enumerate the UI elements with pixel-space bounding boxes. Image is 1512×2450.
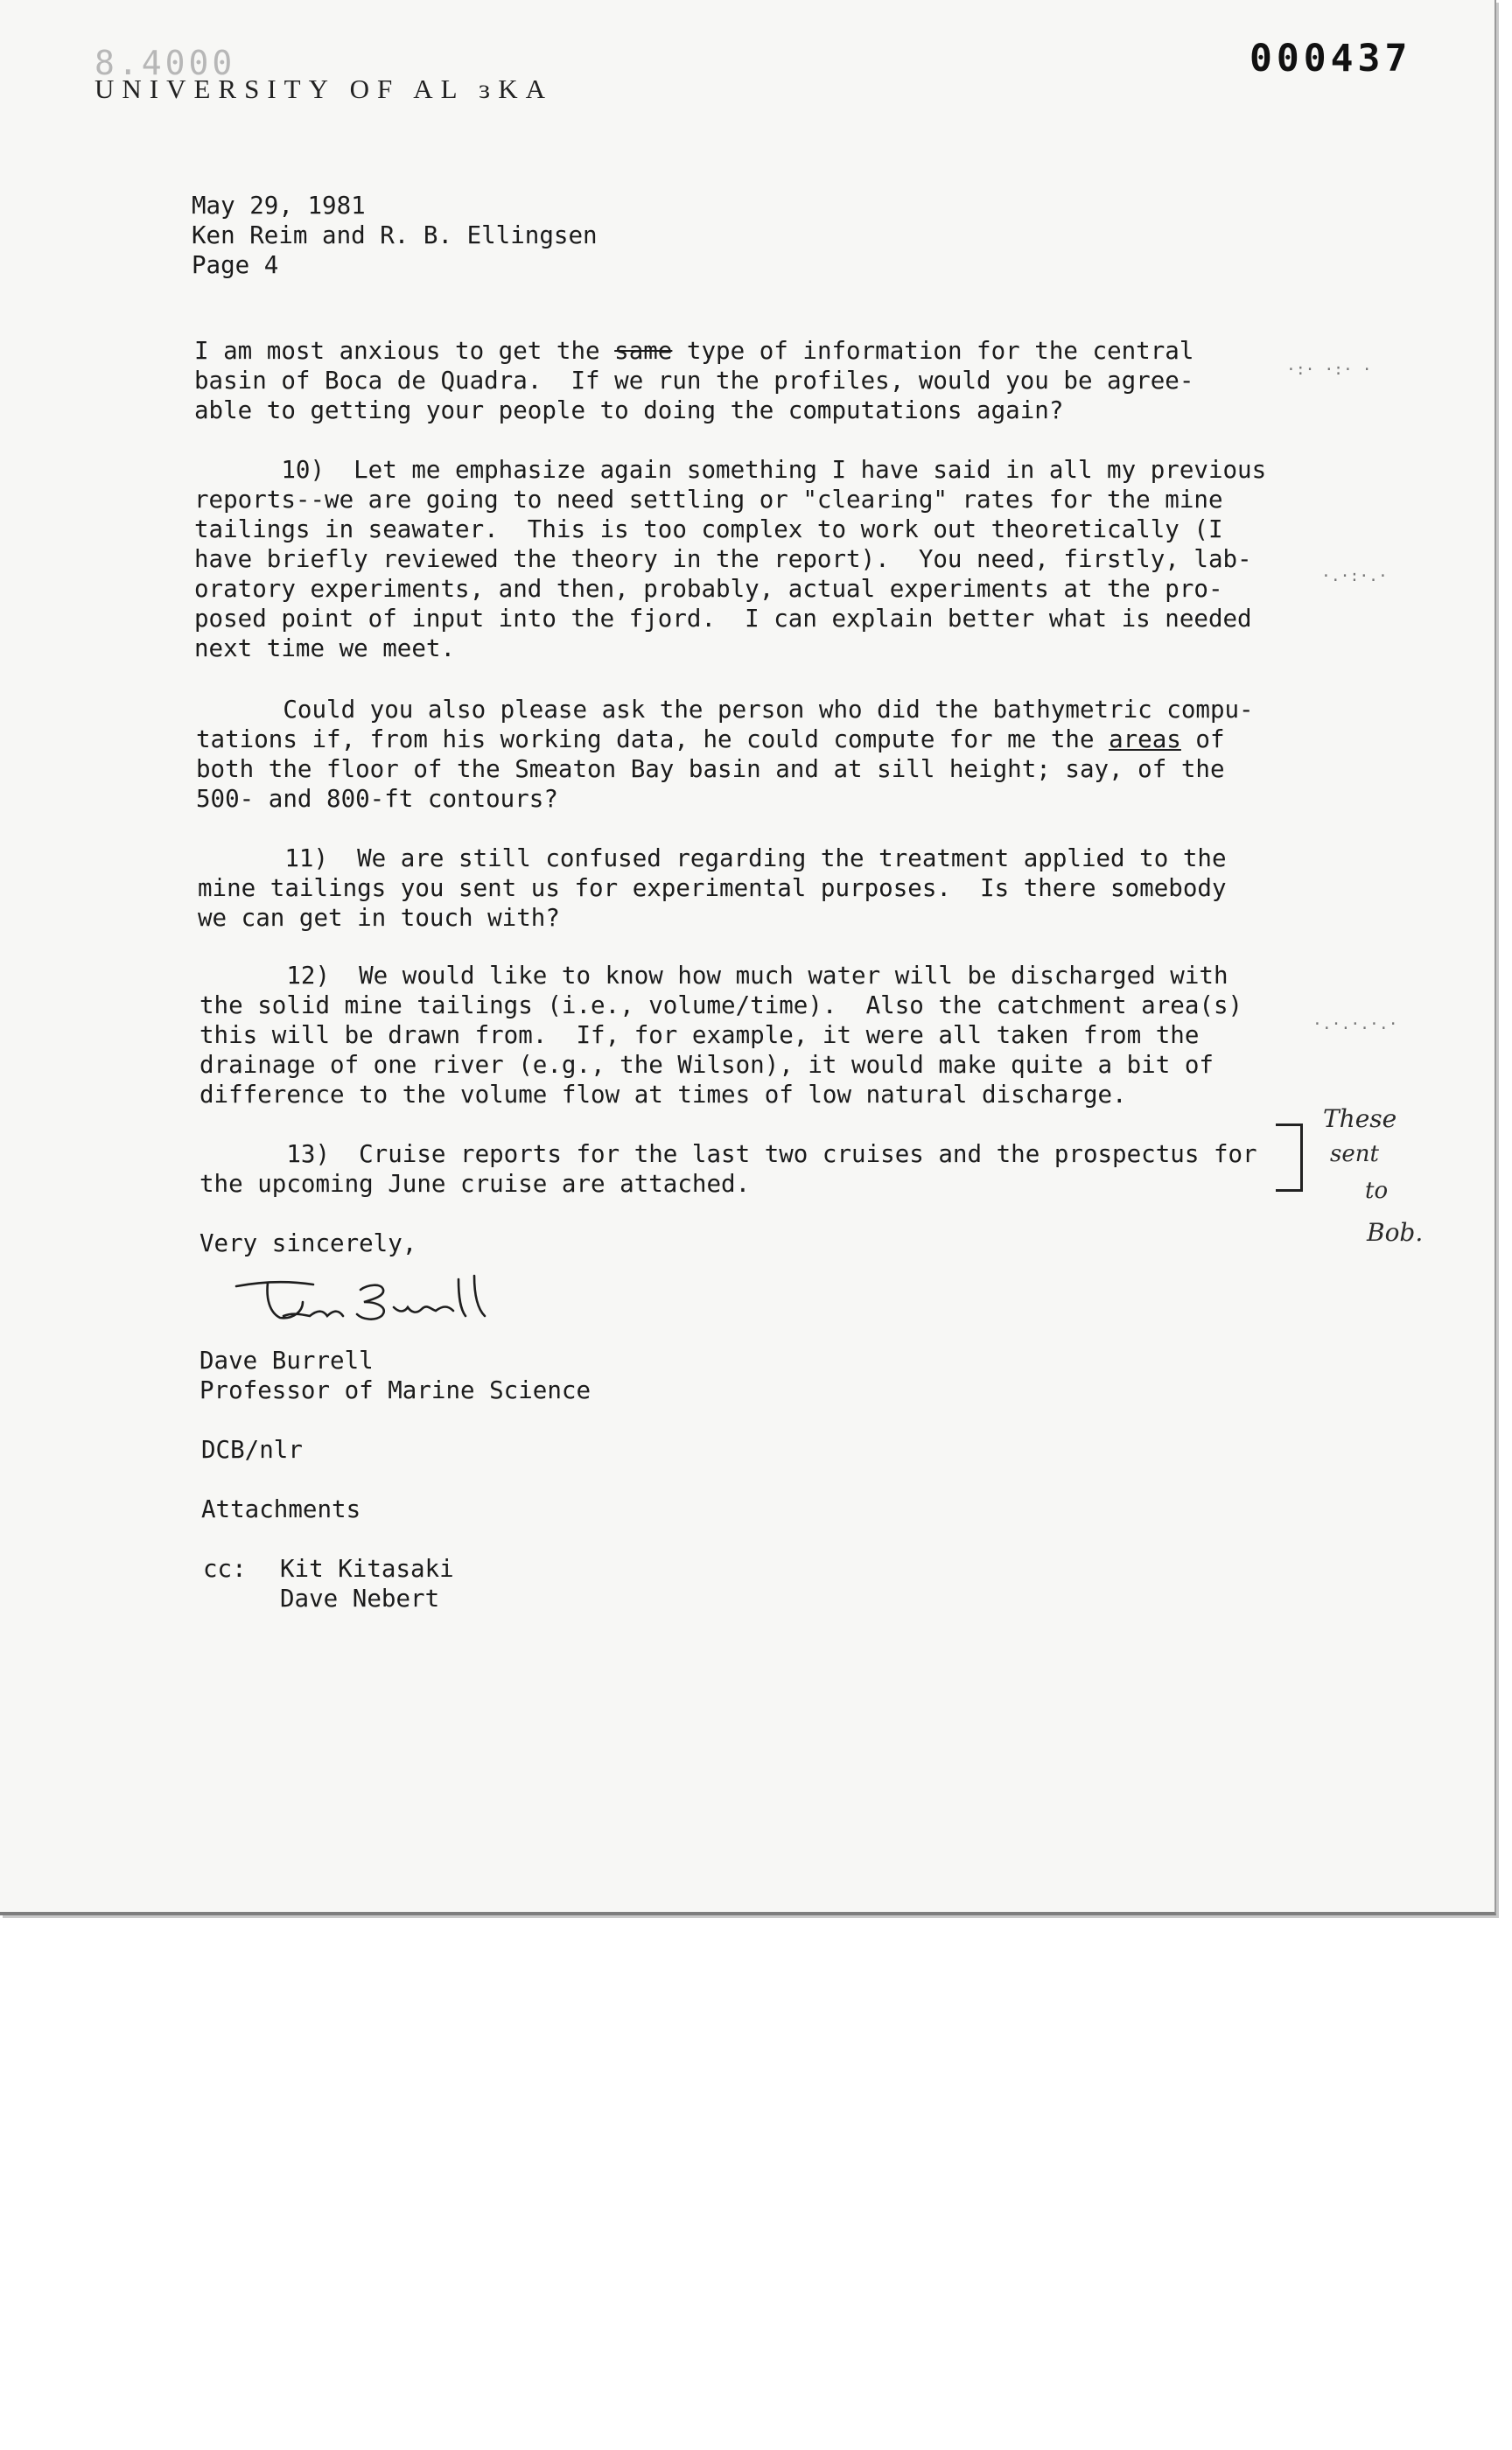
paragraph-line: Could you also please ask the person who did the bathymetric compu-: [196, 696, 1254, 724]
paragraph-line: tations if, from his working data, he could compute for me the areas of: [196, 725, 1225, 753]
handwritten-line: sent: [1330, 1141, 1379, 1167]
paragraph-line: reports--we are going to need settling or "clearing" rates for the mine: [194, 486, 1223, 514]
document-number: 000437: [1250, 37, 1412, 80]
margin-mark: ·.·.·.·.·: [1312, 1015, 1398, 1033]
struck-word: same: [614, 337, 673, 365]
paragraph-line: oratory experiments, and then, probably, actual experiments at the pro-: [194, 575, 1223, 603]
handwritten-line: to: [1365, 1178, 1389, 1204]
bleed-through-number: 8.4000: [94, 44, 236, 82]
paragraph-line: basin of Boca de Quadra. If we run the profiles, would you be agree-: [194, 367, 1194, 395]
margin-mark: ·.·:·.·: [1321, 567, 1388, 585]
page-number: Page 4: [192, 251, 279, 279]
paragraph-line: 12) We would like to know how much water will be discharged with: [200, 962, 1228, 990]
paragraph-line: 500- and 800-ft contours?: [196, 785, 558, 813]
cc-recipient: Kit Kitasaki: [280, 1555, 454, 1583]
cc-label: cc:: [203, 1555, 247, 1583]
paragraph-line: both the floor of the Smeaton Bay basin and at sill height; say, of the: [196, 755, 1225, 783]
margin-mark: ·:· ·:· ·: [1286, 360, 1372, 379]
handwritten-line: These: [1323, 1104, 1397, 1133]
paragraph-line: next time we meet.: [194, 634, 456, 662]
paragraph-line: posed point of input into the fjord. I can explain better what is needed: [194, 605, 1252, 633]
paragraph-line: 11) We are still confused regarding the treatment applied to the: [198, 844, 1227, 872]
typist-initials: DCB/nlr: [201, 1436, 303, 1464]
underlined-word: areas: [1109, 725, 1181, 753]
paragraph-line: the upcoming June cruise are attached.: [200, 1170, 751, 1198]
paragraph-line: able to getting your people to doing the computations again?: [194, 396, 1064, 424]
paragraph-line: I am most anxious to get the same type of information for the central: [194, 337, 1194, 365]
paragraph-line: we can get in touch with?: [198, 904, 560, 932]
signer-name: Dave Burrell: [200, 1347, 374, 1375]
handwritten-bracket: [1276, 1124, 1303, 1192]
cc-recipient: Dave Nebert: [280, 1585, 440, 1613]
paragraph-line: this will be drawn from. If, for example, it were all taken from the: [200, 1021, 1200, 1049]
paragraph-line: the solid mine tailings (i.e., volume/time). Also the catchment area(s): [200, 991, 1243, 1019]
attachments-label: Attachments: [201, 1495, 361, 1523]
paragraph-line: mine tailings you sent us for experimental purposes. Is there somebody: [198, 874, 1227, 902]
letter-date: May 29, 1981: [192, 192, 366, 220]
salutation: Very sincerely,: [200, 1229, 417, 1257]
signature: [229, 1267, 518, 1337]
paragraph-line: tailings in seawater. This is too complex to work out theoretically (I: [194, 515, 1223, 543]
signature-graphic: [229, 1267, 518, 1337]
paragraph-line: 10) Let me emphasize again something I have said in all my previous: [194, 456, 1267, 484]
paragraph-line: difference to the volume flow at times of low natural discharge.: [200, 1081, 1127, 1109]
letterhead: UNIVERSITY OF AL ɜKA: [94, 74, 553, 104]
handwritten-line: Bob.: [1367, 1218, 1424, 1247]
letter-recipients: Ken Reim and R. B. Ellingsen: [192, 221, 598, 249]
signer-title: Professor of Marine Science: [200, 1376, 592, 1404]
paragraph-line: drainage of one river (e.g., the Wilson), it would make quite a bit of: [200, 1051, 1214, 1079]
paragraph-line: 13) Cruise reports for the last two cruises and the prospectus for: [200, 1140, 1257, 1168]
paragraph-line: have briefly reviewed the theory in the report). You need, firstly, lab-: [194, 545, 1252, 573]
